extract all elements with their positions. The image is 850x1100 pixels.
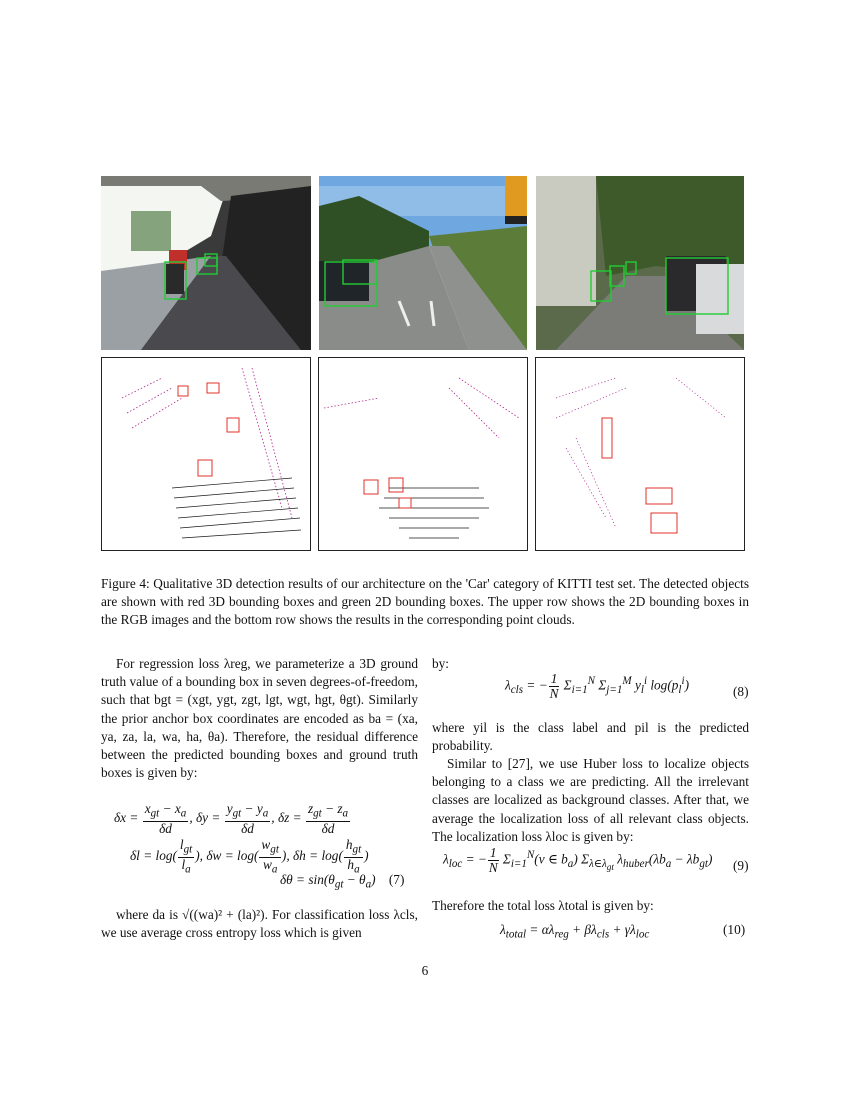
point-cloud-2	[318, 357, 528, 551]
eq10-num-text: (10)	[723, 922, 746, 937]
equation-10-number	[723, 922, 745, 938]
page-number: 6	[421, 963, 429, 978]
equation-7-line-3: $\delta\theta = \sin(\theta_{gt} - \theta_a)$ (7)	[280, 872, 405, 891]
regression-loss-text: For regression loss λreg, we parameterize a 3D ground truth value of a bounding box in seven degrees-of-freedom, such that bgt = (xgt, ygt, zgt, lgt, wgt, hgt, θgt). Similarly the prior anchor box coordinates are encoded as ba = (xa, ya, za, la, wa, ha, θa). Therefore, the residual difference between the predicted bounding boxes and ground truth boxes is given by:	[101, 656, 418, 781]
equation-9: $\lambda_{loc}$ = − $\frac{1}{N}$ $\Sigma_{i=1}^N(v$ ∈ $b_a$) $\Sigma_{\lambda\in\lambda_{gt}}$ $\lambda_{huber}(\lambda b_a - \lambda b_{gt})$	[443, 845, 713, 875]
right-by	[432, 655, 749, 673]
right-paragraph-4	[432, 755, 749, 846]
left-paragraph-1	[101, 655, 418, 782]
figure-caption: Figure 4: Qualitative 3D detection results of our architecture on the 'Car' category of KITTI test set. The detected objects are shown with red 3D bounding boxes and green 2D bounding boxes. The upper row shows the 2D bounding boxes in the RGB images and the bottom row shows the results in the corresponding point clouds.	[101, 576, 749, 627]
rgb-image-tunnel	[101, 176, 311, 350]
equation-8-number	[733, 684, 749, 700]
total-loss-text: Therefore the total loss λtotal is given by:	[432, 898, 654, 913]
right-paragraph-5	[432, 897, 749, 915]
rgb-image-rural-road	[319, 176, 527, 350]
rgb-image-tree-street	[536, 176, 744, 350]
classification-loss-text: where da is √((wa)² + (la)²). For classification loss λcls, we use average cross entropy loss which is given	[101, 907, 418, 941]
point-cloud-1	[101, 357, 311, 551]
equation-7-line-1: δx = $\frac{x_{gt} - x_a}{\delta d}$ , δy = $\frac{y_{gt} - y_a}{\delta d}$ , δz = $\frac{z_{gt} - z_a}{\delta d}$	[114, 801, 349, 836]
right-paragraph-3	[432, 719, 749, 755]
equation-7-line-2: δl = log( $\frac{l_{gt}}{l_a}$ ), δw = log( $\frac{w_{gt}}{w_a}$ ), δh = log( $\frac{h_{gt}}{h_a}$ )	[130, 837, 369, 876]
left-paragraph-2	[101, 906, 418, 942]
equation-9-number	[733, 858, 749, 874]
equation-8: $\lambda_{cls}$ = − $\frac{1}{N}$ $\Sigma_{i=1}^N$ $\Sigma_{j=1}^M$ $y_l^i$ $\log(p_l^i)$	[505, 671, 690, 701]
eq8-num-text: (8)	[733, 684, 749, 699]
class-label-text: where yil is the class label and pil is the predicted probability.	[432, 720, 749, 754]
by-text: by:	[432, 656, 449, 671]
eq9-num-text: (9)	[733, 858, 749, 873]
equation-7-number: (7)	[388, 872, 405, 887]
point-cloud-3	[535, 357, 745, 551]
equation-10: $\lambda_{total} = \alpha\lambda_{reg} + \beta\lambda_{cls} + \gamma\lambda_{loc}$	[500, 922, 650, 941]
huber-loss-text: Similar to [27], we use Huber loss to localize objects belonging to a class we are predicting. All the irrelevant classes are localized as background classes. After that, we average the localization loss of all relevant class objects. The localization loss λloc is given by:	[432, 756, 749, 844]
